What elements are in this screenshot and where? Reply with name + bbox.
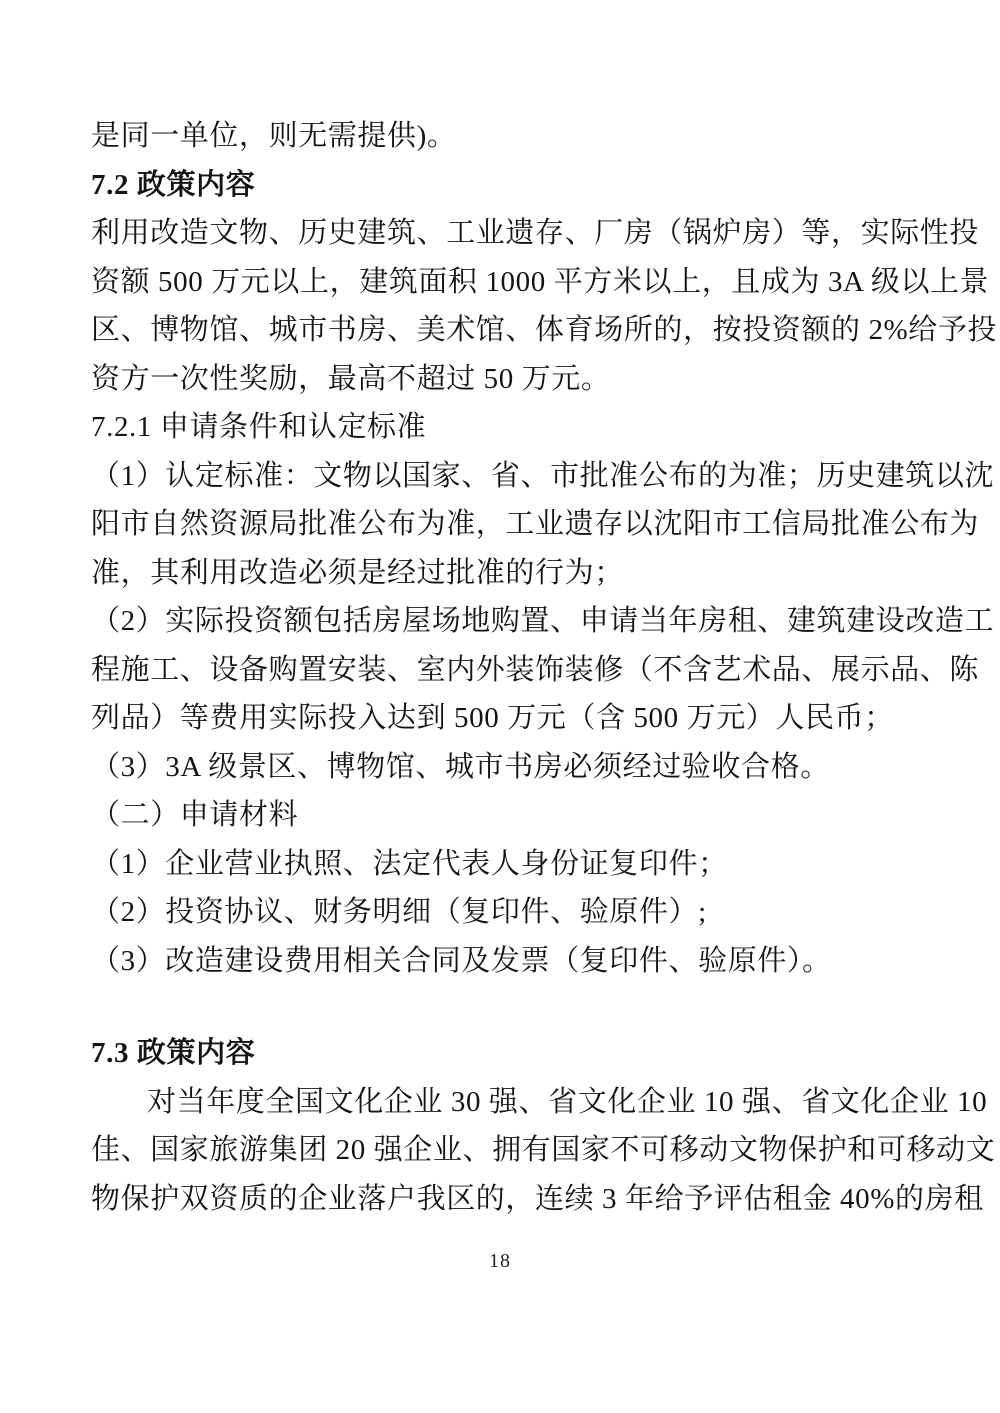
material-item-3: （3）改造建设费用相关合同及发票（复印件、验原件）。 xyxy=(91,944,832,977)
text-line: 利用改造文物、历史建筑、工业遗存、厂房（锅炉房）等，实际性投 xyxy=(91,217,980,249)
section-heading-7-2: 7.2 政策内容 xyxy=(91,168,256,201)
subsection-label-materials: （二）申请材料 xyxy=(91,799,299,831)
text-line: 资额 500 万元以上，建筑面积 1000 平方米以上，且成为 3A 级以上景 xyxy=(91,265,990,298)
list-item-2: （2）实际投资额包括房屋场地购置、申请当年房租、建筑建设改造工 xyxy=(91,605,995,637)
text-line: 对当年度全国文化企业 30 强、省文化企业 10 强、省文化企业 10 xyxy=(147,1085,988,1118)
material-item-2: （2）投资协议、财务明细（复印件、验原件）; xyxy=(91,896,707,928)
blank-line xyxy=(91,985,913,1029)
material-item-1: （1）企业营业执照、法定代表人身份证复印件； xyxy=(91,847,728,880)
text-line: 佳、国家旅游集团 20 强企业、拥有国家不可移动文物保护和可移动文 xyxy=(91,1134,996,1166)
text-line: 物保护双资质的企业落户我区的，连续 3 年给予评估租金 40%的房租 xyxy=(91,1182,984,1215)
text-line: 程施工、设备购置安装、室内外装饰装修（不含艺术品、展示品、陈 xyxy=(91,653,980,686)
document-body xyxy=(91,112,998,1223)
text-line: 准，其利用改造必须是经过批准的行为； xyxy=(91,556,624,589)
text-line: 列品）等费用实际投入达到 500 万元（含 500 万元）人民币； xyxy=(91,702,894,734)
text-line: 资方一次性奖励，最高不超过 50 万元。 xyxy=(91,362,611,395)
page-number: 18 xyxy=(489,1250,511,1272)
list-item-3: （3）3A 级景区、博物馆、城市书房必须经过验收合格。 xyxy=(91,750,830,783)
section-heading-7-3: 7.3 政策内容 xyxy=(91,1037,256,1069)
list-item-1: （1）认定标准：文物以国家、省、市批准公布的为准；历史建筑以沈 xyxy=(91,459,995,492)
subsection-heading-7-2-1: 7.2.1 申请条件和认定标准 xyxy=(91,411,427,443)
text-line: 阳市自然资源局批准公布为准，工业遗存以沈阳市工信局批准公布为 xyxy=(91,508,980,540)
text-line: 区、博物馆、城市书房、美术馆、体育场所的，按投资额的 2%给予投 xyxy=(91,314,998,346)
text-line: 是同一单位，则无需提供)。 xyxy=(91,120,457,152)
